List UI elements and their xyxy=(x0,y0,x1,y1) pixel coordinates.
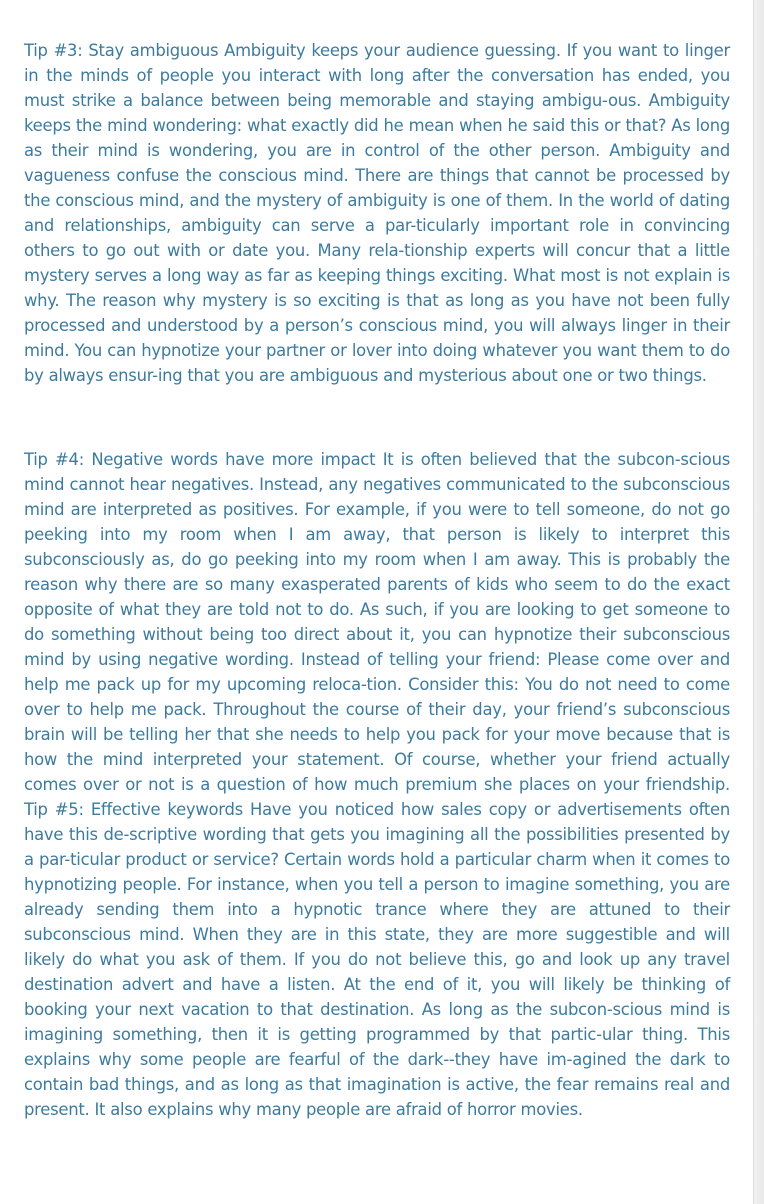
paragraph-tip-4-and-5: Tip #4: Negative words have more impact It is often believed that the subcon-scious mind cannot hear negatives. Instead, any negatives communicated to the subconscious mind are interpreted as positives. For example, if you were to tell someone, do not go peeking into my room when I am away, that person is likely to interpret this subconsciously as, do go peeking into my room when I am away. This is probably the reason why there are so many exasperated parents of kids who seem to do the exact opposite of what they are told not to do. As such, if you are looking to get someone to do something without being too direct about it, you can hypnotize their subconscious mind by using negative wording. Instead of telling your friend: Please come over and help me pack up for my upcoming reloca-tion. Consider this: You do not need to come over to help me pack. Throughout the course of their day, your friend’s subconscious brain will be telling her that she needs to help you pack for your move because that is how the mind interpreted your statement. Of course, whether your friend actually comes over or not is a question of how much premium she places on your friendship. Tip #5: Effective keywords Have you noticed how sales copy or advertisements often have this de-scriptive wording that gets you imagining all the possibilities presented by a par-ticular product or service? Certain words hold a particular charm when it comes to hypnotizing people. For instance, when you tell a person to imagine something, you are already sending them into a hypnotic trance where they are attuned to their subconscious mind. When they are in this state, they are more suggestible and will likely do what you ask of them. If you do not believe this, go and look up any travel destination advert and have a listen. At the end of it, you will likely be thinking of booking your next vacation to that destination. As long as the subcon-scious mind is imagining something, then it is getting programmed by that partic-ular thing. This explains why some people are fearful of the dark--they have im-agined the dark to contain bad things, and as long as that imagination is active, the fear remains real and present. It also explains why many people are afraid of horror movies. xyxy=(24,450,730,1119)
paragraph-tip-3: Tip #3: Stay ambiguous Ambiguity keeps your audience guessing. If you want to linger in the minds of people you interact with long after the conversation has ended, you must strike a balance between being memorable and staying ambigu-ous. Ambiguity keeps the mind wondering: what exactly did he mean when he said this or that? As long as their mind is wondering, you are in control of the other person. Ambiguity and vagueness confuse the conscious mind. There are things that cannot be processed by the conscious mind, and the mystery of ambiguity is one of them. In the world of dating and relationships, ambiguity can serve a par-ticularly important role in convincing others to go out with or date you. Many rela-tionship experts will concur that a little mystery serves a long way as far as keeping things exciting. What most is not explain is why. The reason why mystery is so exciting is that as long as you have not been fully processed and understood by a person’s conscious mind, you will always linger in their mind. You can hypnotize your partner or lover into doing whatever you want them to do by always ensur-ing that you are ambiguous and mysterious about one or two things. xyxy=(24,41,730,385)
page-edge-scroll-area xyxy=(753,0,764,1204)
